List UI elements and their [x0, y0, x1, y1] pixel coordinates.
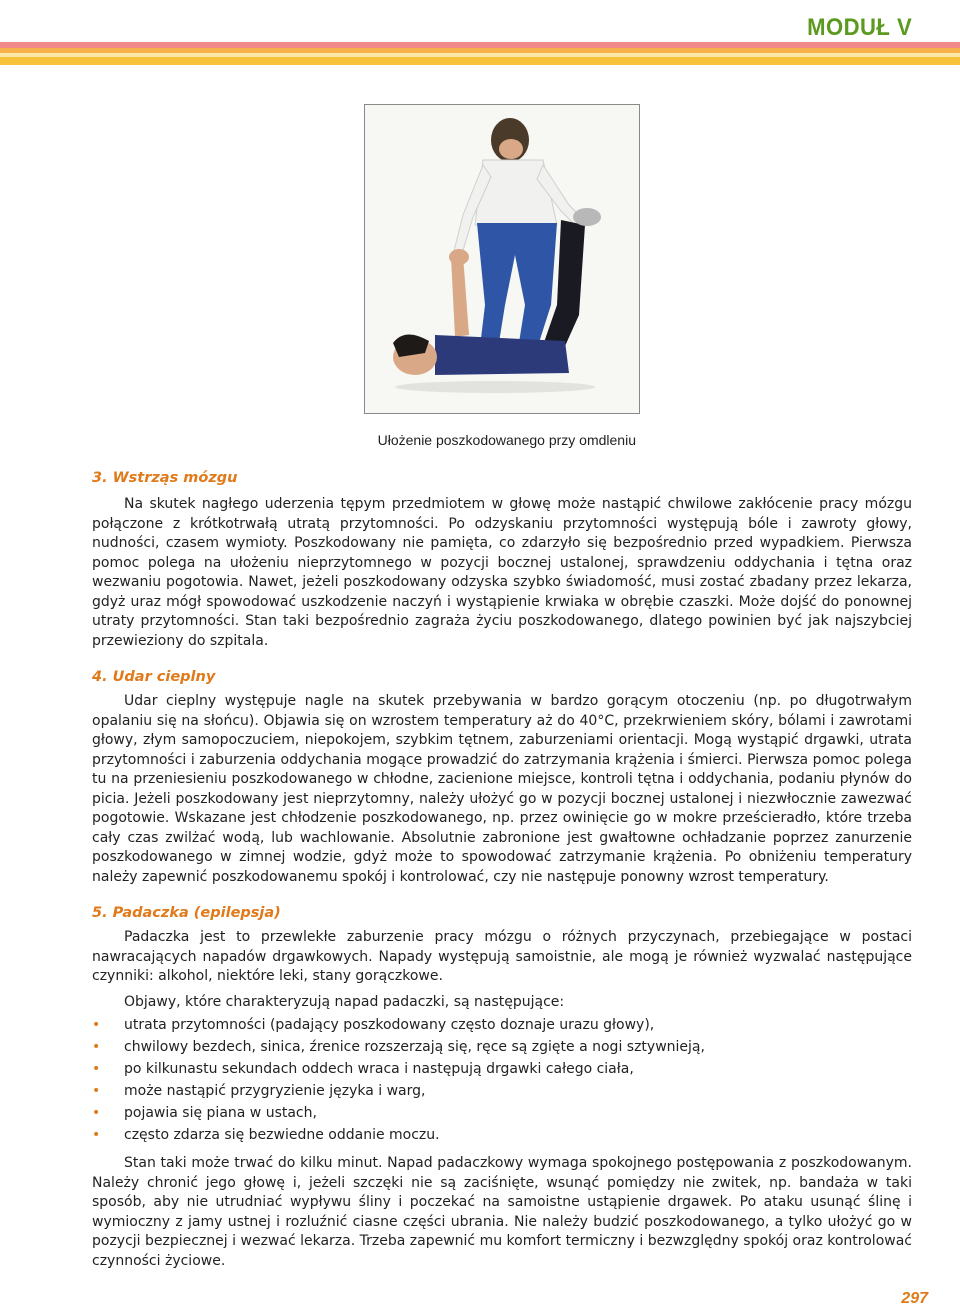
- symptom-list: [92, 1014, 912, 1146]
- paragraph: Udar cieplny występuje nagle na skutek przebywania w bardzo gorącym otoczeniu (np. po długotrwałym opalaniu się na słońcu). Objawia się on wzrostem temperatury aż do 40°C, przekrwieniem skóry, bólami i zawrotami głowy, złym samopoczuciem, niepokojem, szybkim tętnem, zaburzeniami orientacji. Mogą wystąpić drgawki, utrata przytomności i zaburzenia oddychania mogące prowadzić do zatrzymania krążenia i śmierci. Pierwsza pomoc polega tu na przeniesieniu poszkodowanego w chłodne, zacienione miejsce, kontroli tętna i oddychania, podaniu płynów do picia. Jeżeli poszkodowany jest nieprzytomny, należy ułożyć go w pozycji bocznej ustalonej i niezwłocznie zawezwać pogotowie. Wskazane jest chłodzenie poszkodowanego, np. przez owinięcie go w mokre prześcieradło, które trzeba cały czas zwilżać wodą, lub wachlowanie. Absolutnie zabronione jest gwałtowne ochładzanie poprzez zanurzenie poszkodowanego w zimnej wodzie, gdyż może to spowodować zatrzymanie krążenia. Po obniżeniu temperatury należy zapewnić poszkodowanemu spokój i kontrolować, czy nie następuje ponowny wzrost temperatury.: [92, 693, 912, 885]
- bullet-icon: •: [92, 1083, 101, 1099]
- header-stripe-yellow: [0, 57, 960, 65]
- list-item: • po kilkunastu sekundach oddech wraca i następują drgawki całego ciała,: [92, 1058, 912, 1080]
- bullet-icon: •: [92, 1105, 101, 1121]
- list-item: • utrata przytomności (padający poszkodowany często doznaje urazu głowy),: [92, 1014, 912, 1036]
- module-title: MODUŁ V: [806, 14, 912, 41]
- section-heading: 5. Padaczka (epilepsja): [92, 905, 281, 921]
- bullet-icon: •: [92, 1127, 101, 1143]
- section-concussion: [92, 470, 912, 651]
- list-item: • często zdarza się bezwiedne oddanie moczu.: [92, 1124, 912, 1146]
- section-heading: 3. Wstrząs mózgu: [92, 470, 238, 486]
- paragraph: Na skutek nagłego uderzenia tępym przedmiotem w głowę może nastąpić chwilowe zakłócenie pracy mózgu połączone z krótkotrwałą utratą przytomności. Po odzyskaniu przytomności występują bóle i zawroty głowy, nudności, czasem wymioty. Poszkodowany nie pamięta, co zdarzyło się bezpośrednio przed wypadkiem. Pierwsza pomoc polega na ułożeniu nieprzytomnego w pozycji bocznej ustalonej, sprawdzeniu oddychania i tętna oraz wezwaniu pogotowia. Nawet, jeżeli poszkodowany odzyska szybko świadomość, musi zostać zbadany przez lekarza, gdyż uraz mógł spowodować uszkodzenie naczyń i wystąpienie krwiaka w obrębie czaszki. Może dojść do ponownej utraty przytomności. Stan taki bezpośrednio zagraża życiu poszkodowanego, dlatego powinien być jak najszybciej przewieziony do szpitala.: [92, 496, 912, 649]
- list-item: • pojawia się piana w ustach,: [92, 1102, 912, 1124]
- section-heading: 4. Udar cieplny: [92, 669, 216, 685]
- fainting-position-illustration: [365, 105, 639, 413]
- paragraph: Stan taki może trwać do kilku minut. Napad padaczkowy wymaga spokojnego postępowania z poszkodowanym. Należy chronić jego głowę i, jeżeli szczęki nie są zaciśnięte, wsunąć pomiędzy nie zwitek, np. bandaża w taki sposób, aby nie utrudniać wypływu śliny i poczekać na samoistne ustąpienie drgawek. Po ataku usunąć ślinę i wymioczny z jamy ustnej i rozluźnić ciasne części ubrania. Nie należy budzić poszkodowanego, a tylko ułożyć go w pozycji bezpiecznej i wezwać lekarza. Trzeba zapewnić mu komfort termiczny i bezwzględny spokój oraz kontrolować czynności życiowe.: [92, 1155, 912, 1269]
- figure-photo: [364, 104, 640, 414]
- page-number: 297: [901, 1290, 928, 1307]
- bullet-icon: •: [92, 1061, 101, 1077]
- list-item: • może nastąpić przygryzienie języka i warg,: [92, 1080, 912, 1102]
- section-epilepsy: [92, 905, 912, 1271]
- page-content: [92, 470, 912, 1271]
- list-item: • chwilowy bezdech, sinica, źrenice rozszerzają się, ręce są zgięte a nogi sztywnieją,: [92, 1036, 912, 1058]
- paragraph: Objawy, które charakteryzują napad padaczki, są następujące:: [124, 993, 565, 1010]
- section-heatstroke: [92, 669, 912, 887]
- bullet-icon: •: [92, 1039, 101, 1055]
- paragraph: Padaczka jest to przewlekłe zaburzenie pracy mózgu o różnych przyczynach, przebiegające w postaci nawracających napadów drgawkowych. Napady występują samoistnie, ale mogą je również wyzwalać następujące czynniki: alkohol, niektóre leki, stany gorączkowe.: [92, 929, 912, 984]
- figure-caption: Ułożenie poszkodowanego przy omdleniu: [377, 432, 636, 448]
- bullet-icon: •: [92, 1017, 101, 1033]
